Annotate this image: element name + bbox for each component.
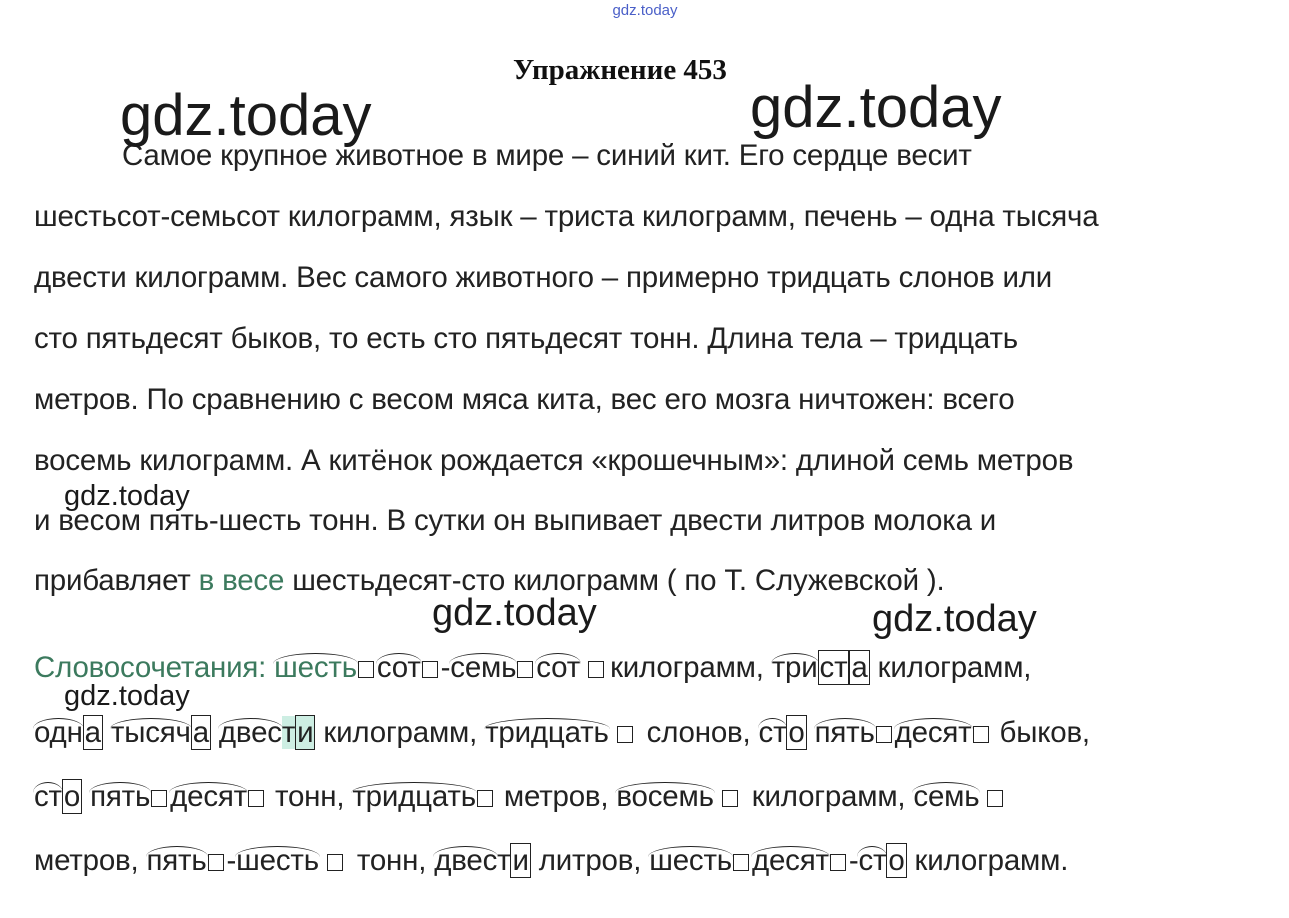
- watermark-2: gdz.today: [750, 75, 1002, 140]
- text-line-1: Самое крупное животное в мире – синий кит. Его сердце весит: [122, 139, 972, 172]
- text-line-2: шестьсот-семьсот килограмм, язык – триста килограмм, печень – одна тысяча: [34, 200, 1099, 233]
- phrases-label: Словосочетания:: [34, 651, 267, 684]
- watermark-6: gdz.today: [64, 680, 190, 712]
- watermark-4: gdz.today: [432, 592, 597, 634]
- watermark-3: gdz.today: [64, 480, 190, 512]
- phrases-line-1: Словосочетания: шесть сот - семь сот килограмм, трист а килограмм,: [34, 651, 1032, 684]
- watermark-5: gdz.today: [872, 598, 1037, 640]
- text-line-7: и весом пять-шесть тонн. В сутки он выпивает двести литров молока и: [34, 504, 997, 537]
- text-line-3: двести килограмм. Вес самого животного – примерно тридцать слонов или: [34, 261, 1053, 294]
- text-line-5: метров. По сравнению с весом мяса кита, вес его мозга ничтожен: всего: [34, 383, 1015, 416]
- phrases-line-2: одна тысяча двести килограмм, тридцать слонов, сто пять десят быков,: [34, 716, 1090, 749]
- text-line-4: сто пятьдесят быков, то есть сто пятьдесят тонн. Длина тела – тридцать: [34, 322, 1018, 355]
- exercise-title: Упражнение 453: [513, 54, 727, 86]
- text-line-6: восемь килограмм. А китёнок рождается «крошечным»: длиной семь метров: [34, 444, 1074, 477]
- watermark-1: gdz.today: [120, 83, 372, 148]
- watermark-top: gdz.today: [612, 2, 678, 19]
- text-line-8: прибавляет в весе шестьдесят-сто килограмм ( по Т. Служевской ).: [34, 564, 945, 597]
- phrases-line-4: метров, пять - шесть тонн, двести литров, шесть десят - сто килограмм.: [34, 844, 1069, 877]
- phrases-line-3: сто пять десят тонн, тридцать метров, восемь килограмм, семь: [34, 780, 1009, 814]
